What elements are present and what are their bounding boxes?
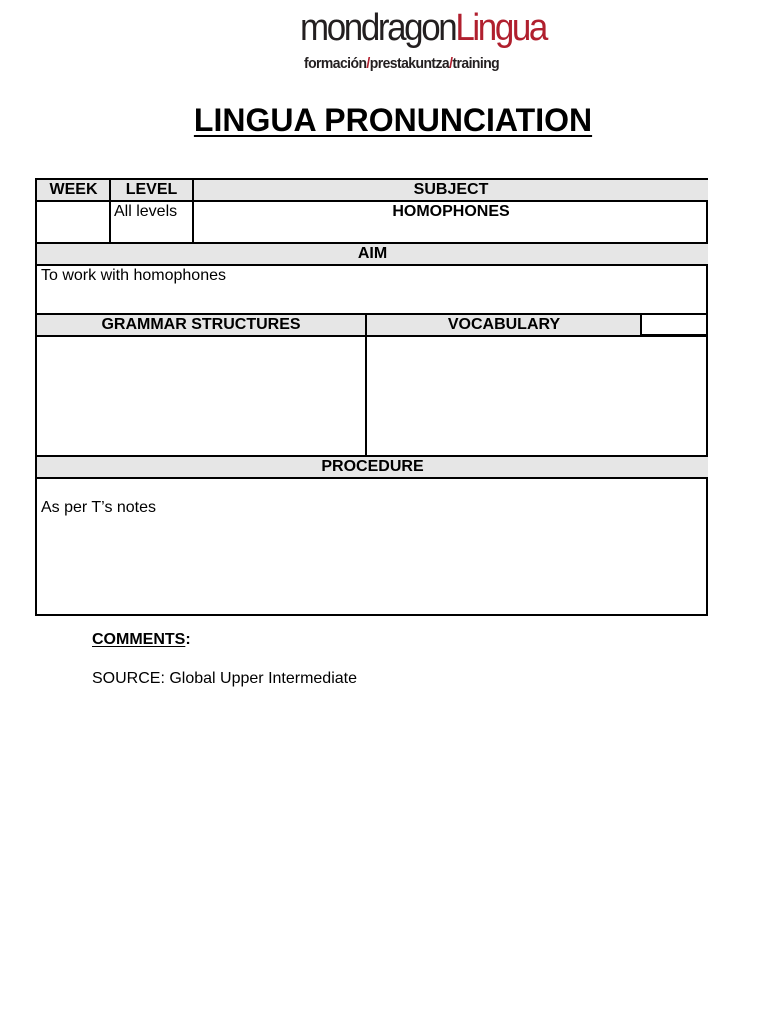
level-value: All levels [114, 203, 178, 220]
procedure-value: As per T’s notes [41, 499, 157, 516]
lesson-plan-form [35, 178, 708, 616]
company-logo [300, 7, 546, 78]
level-header: LEVEL [111, 180, 192, 200]
logo-tagline [304, 55, 499, 72]
subject-header: SUBJECT [194, 180, 708, 200]
page-title: LINGUA PRONUNCIATION [193, 102, 593, 138]
week-value [39, 202, 109, 242]
tagline-separator: / [449, 55, 453, 72]
week-header: WEEK [37, 180, 110, 200]
tagline-formacion: formación [304, 55, 367, 72]
vocabulary-header: VOCABULARY [367, 315, 641, 335]
logo-wordmark-mondragon: mondragon [300, 7, 456, 49]
tagline-training: training [452, 55, 500, 72]
logo-wordmark-lingua: Lingua [455, 7, 546, 49]
source-line: SOURCE: Global Upper Intermediate [92, 670, 357, 687]
tagline-prestakuntza: prestakuntza [369, 55, 450, 72]
tagline-separator: / [366, 55, 370, 72]
empty-box-cell [640, 313, 708, 336]
procedure-header: PROCEDURE [37, 457, 708, 477]
grammar-structures-value [41, 337, 361, 455]
divider [365, 313, 367, 457]
logo-wordmark [300, 8, 546, 48]
vocabulary-value [371, 337, 701, 455]
grammar-structures-header: GRAMMAR STRUCTURES [37, 315, 365, 335]
subject-value: HOMOPHONES [392, 203, 510, 220]
divider [192, 180, 194, 242]
aim-value: To work with homophones [41, 267, 226, 284]
comments-label-colon: : [185, 631, 191, 648]
comments-label-text: COMMENTS [92, 631, 186, 648]
comments-label [92, 631, 191, 649]
divider [109, 180, 111, 242]
aim-header: AIM [37, 244, 708, 264]
divider [37, 477, 708, 479]
